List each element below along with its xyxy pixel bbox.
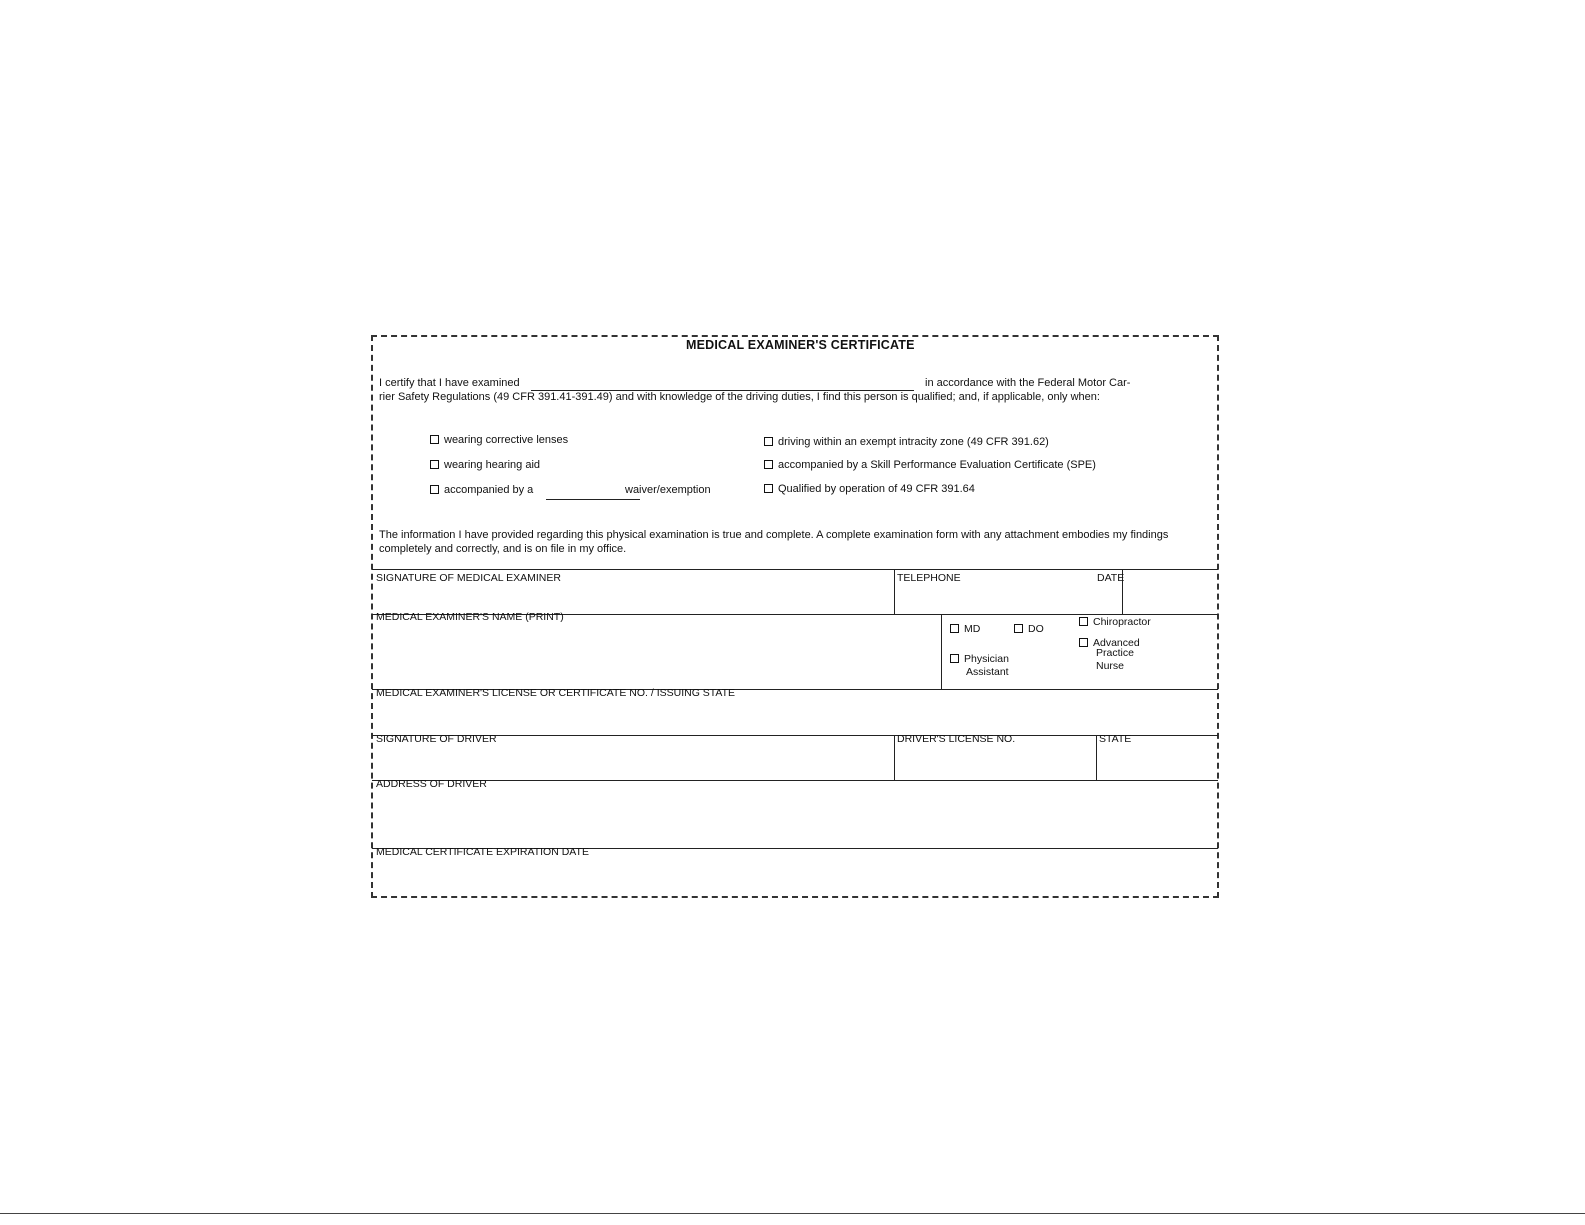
checkbox-icon[interactable] [430, 485, 439, 494]
divider [894, 735, 895, 780]
credential-label: Physician [964, 653, 1009, 665]
credential-label-line2: Practice [1096, 647, 1134, 659]
state-field[interactable]: STATE [1099, 733, 1132, 745]
credential-label: MD [964, 623, 981, 635]
checkbox-icon[interactable] [764, 484, 773, 493]
divider [372, 569, 1218, 570]
checkbox-icon[interactable] [764, 460, 773, 469]
divider [372, 735, 1218, 736]
divider [1096, 735, 1097, 780]
checkbox-icon[interactable] [1014, 624, 1023, 633]
medical-examiners-certificate [371, 335, 1219, 898]
telephone-field[interactable]: TELEPHONE [897, 572, 961, 584]
credential-label: Chiropractor [1093, 616, 1151, 628]
date-field[interactable]: DATE [1097, 572, 1125, 584]
credential-chiropractor[interactable] [1079, 616, 1151, 628]
examiner-name-field[interactable]: MEDICAL EXAMINER'S NAME (PRINT) [376, 611, 564, 623]
checkbox-icon[interactable] [950, 654, 959, 663]
certificate-title: MEDICAL EXAMINER'S CERTIFICATE [686, 338, 915, 352]
condition-waiver-exemption[interactable] [430, 484, 533, 497]
license-certificate-field[interactable]: MEDICAL EXAMINER'S LICENSE OR CERTIFICATE NO. / ISSUING STATE [376, 687, 736, 699]
condition-label: driving within an exempt intracity zone (49 CFR 391.62) [778, 436, 1049, 448]
credential-physician-assistant[interactable] [950, 653, 1009, 665]
waiver-type-blank[interactable] [546, 499, 640, 500]
checkbox-icon[interactable] [764, 437, 773, 446]
signature-examiner-field[interactable]: SIGNATURE OF MEDICAL EXAMINER [376, 572, 561, 584]
checkbox-icon[interactable] [430, 460, 439, 469]
intro-text-line2: rier Safety Regulations (49 CFR 391.41-391.49) and with knowledge of the driving duties, I find this person is qualified; and, if applicable, only when: [379, 391, 1100, 403]
condition-label: accompanied by a Skill Performance Evaluation Certificate (SPE) [778, 459, 1096, 471]
drivers-license-field[interactable]: DRIVER'S LICENSE NO. [897, 733, 1016, 745]
checkbox-icon[interactable] [430, 435, 439, 444]
condition-intracity-zone[interactable] [764, 436, 1049, 449]
divider [941, 614, 942, 689]
intro-text-end: in accordance with the Federal Motor Car- [925, 377, 1131, 389]
credential-label: DO [1028, 623, 1044, 635]
condition-spe[interactable] [764, 459, 1096, 472]
condition-corrective-lenses[interactable] [430, 434, 568, 447]
address-driver-field[interactable]: ADDRESS OF DRIVER [376, 778, 487, 790]
intro-text-start: I certify that I have examined [379, 377, 520, 389]
checkbox-icon[interactable] [950, 624, 959, 633]
credential-label-line3: Nurse [1096, 660, 1125, 672]
checkbox-icon[interactable] [1079, 638, 1088, 647]
divider [894, 569, 895, 614]
waiver-suffix: waiver/exemption [625, 484, 711, 496]
attestation-line2: completely and correctly, and is on file in my office. [379, 543, 627, 555]
condition-391-64[interactable] [764, 483, 975, 496]
expiration-date-field[interactable]: MEDICAL CERTIFICATE EXPIRATION DATE [376, 846, 589, 858]
page-bottom-rule [0, 1213, 1585, 1214]
condition-label: wearing corrective lenses [444, 434, 569, 446]
condition-hearing-aid[interactable] [430, 459, 540, 472]
signature-driver-field[interactable]: SIGNATURE OF DRIVER [376, 733, 497, 745]
credential-label-line2: Assistant [966, 666, 1009, 678]
divider [372, 780, 1218, 781]
condition-label: Qualified by operation of 49 CFR 391.64 [778, 483, 975, 495]
checkbox-icon[interactable] [1079, 617, 1088, 626]
credential-label: Advanced [1093, 637, 1140, 649]
condition-label: wearing hearing aid [444, 459, 541, 471]
credential-do[interactable] [1014, 623, 1044, 635]
attestation-line1: The information I have provided regarding this physical examination is true and complete. A complete examination form with any attachment embodies my findings [379, 529, 1169, 541]
condition-label: accompanied by a [444, 484, 534, 496]
credential-md[interactable] [950, 623, 980, 635]
